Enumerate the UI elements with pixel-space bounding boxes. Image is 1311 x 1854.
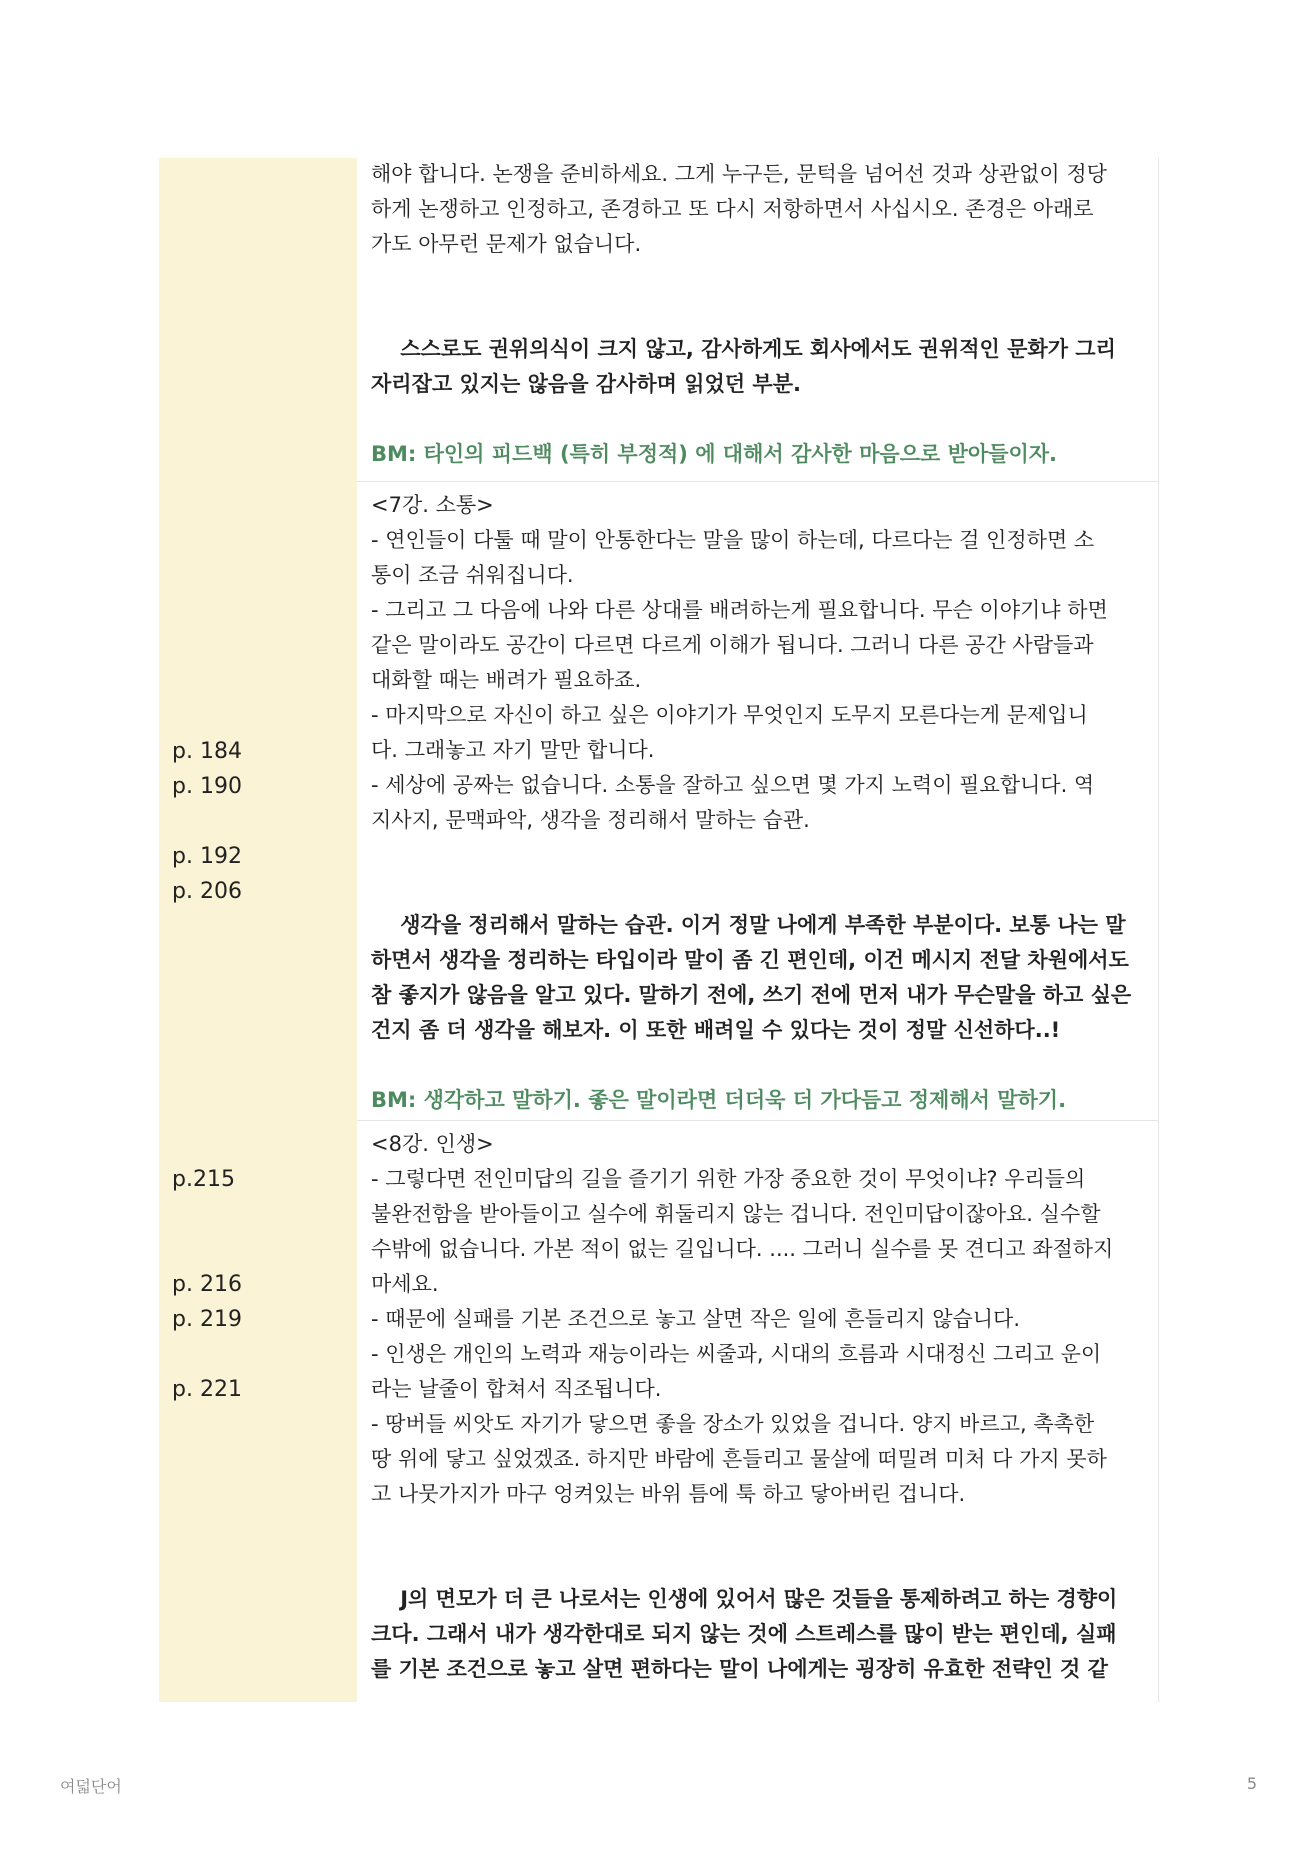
quote-line: 마세요. xyxy=(371,1272,439,1296)
quote-line: 수밖에 없습니다. 가본 적이 없는 길입니다. .... 그러니 실수를 못 견디고 좌절하지 xyxy=(371,1237,1114,1261)
page-ref xyxy=(172,1127,352,1162)
document-title-footer: 여덟단어 xyxy=(60,1777,122,1796)
reflection-line: 참 좋지가 않음을 알고 있다. 말하기 전에, 쓰기 전에 먼저 내가 무슨말을 하고 싶은 xyxy=(371,983,1132,1007)
page-ref: p. 221 xyxy=(172,1377,242,1402)
page-ref: p. 184 xyxy=(172,739,242,764)
reflection-line: J의 면모가 더 큰 나로서는 인생에 있어서 많은 것들을 통제하려고 하는 경향이 xyxy=(371,1587,1118,1611)
quote-line: 하게 논쟁하고 인정하고, 존경하고 또 다시 저항하면서 사십시오. 존경은 아래로 xyxy=(371,197,1094,221)
page-ref: p. 190 xyxy=(172,774,242,799)
page-ref xyxy=(172,1197,352,1232)
quote-line: 가도 아무런 문제가 없습니다. xyxy=(371,232,642,256)
row-divider xyxy=(357,1120,1158,1121)
quote-line: 지사지, 문맥파악, 생각을 정리해서 말하는 습관. xyxy=(371,808,810,832)
quote-line: - 인생은 개인의 노력과 재능이라는 씨줄과, 시대의 흐름과 시대정신 그리고 운이 xyxy=(371,1342,1102,1366)
quote-line: 대화할 때는 배려가 필요하죠. xyxy=(371,668,642,692)
quote-line: - 때문에 실패를 기본 조건으로 놓고 살면 작은 일에 흔들리지 않습니다. xyxy=(371,1307,1021,1331)
page-ref: p. 219 xyxy=(172,1307,242,1332)
reflection-line: 스스로도 권위의식이 크지 않고, 감사하게도 회사에서도 권위적인 문화가 그리 xyxy=(371,337,1116,361)
bm-takeaway: BM: 타인의 피드백 (특히 부정적) 에 대해서 감사한 마음으로 받아들이자. xyxy=(371,442,1057,466)
row-3-content xyxy=(371,1127,1161,1687)
quote-line: 다. 그래놓고 자기 말만 합니다. xyxy=(371,738,655,762)
row-1-content xyxy=(371,157,1161,472)
quote-line: 통이 조금 쉬워집니다. xyxy=(371,563,574,587)
page-ref xyxy=(172,804,352,839)
page-ref: p. 216 xyxy=(172,1272,242,1297)
quote-line: 불완전함을 받아들이고 실수에 휘둘리지 않는 겁니다. 전인미답이잖아요. 실수할 xyxy=(371,1202,1101,1226)
section-heading: <8강. 인생> xyxy=(371,1132,494,1156)
quote-line: - 그렇다면 전인미답의 길을 즐기기 위한 가장 중요한 것이 무엇이냐? 우리들의 xyxy=(371,1167,1086,1191)
quote-line: - 마지막으로 자신이 하고 싶은 이야기가 무엇인지 도무지 모른다는게 문제입니 xyxy=(371,703,1088,727)
reflection-line: 건지 좀 더 생각을 해보자. 이 또한 배려일 수 있다는 것이 정말 신선하다..! xyxy=(371,1018,1061,1042)
reflection-line: 자리잡고 있지는 않음을 감사하며 읽었던 부분. xyxy=(371,372,801,396)
row-3-page-refs xyxy=(172,1127,352,1407)
quote-line: - 그리고 그 다음에 나와 다른 상대를 배려하는게 필요합니다. 무슨 이야기냐 하면 xyxy=(371,598,1108,622)
quote-line: 같은 말이라도 공간이 다르면 다르게 이해가 됩니다. 그러니 다른 공간 사람들과 xyxy=(371,633,1094,657)
quote-line: - 세상에 공짜는 없습니다. 소통을 잘하고 싶으면 몇 가지 노력이 필요합니다. 역 xyxy=(371,773,1095,797)
page-ref xyxy=(172,1337,352,1372)
quote-line: - 연인들이 다툴 때 말이 안통한다는 말을 많이 하는데, 다르다는 걸 인정하면 소 xyxy=(371,528,1095,552)
quote-line: - 땅버들 씨앗도 자기가 닿으면 좋을 장소가 있었을 겁니다. 양지 바르고, 촉촉한 xyxy=(371,1412,1095,1436)
bm-takeaway: BM: 생각하고 말하기. 좋은 말이라면 더더욱 더 가다듬고 정제해서 말하기. xyxy=(371,1088,1067,1112)
quote-line: 해야 합니다. 논쟁을 준비하세요. 그게 누구든, 문턱을 넘어선 것과 상관없이 정당 xyxy=(371,162,1107,186)
page-ref xyxy=(172,1232,352,1267)
page-ref: p. 206 xyxy=(172,879,242,904)
reflection-line: 를 기본 조건으로 놓고 살면 편하다는 말이 나에게는 굉장히 유효한 전략인 것 같 xyxy=(371,1657,1108,1681)
page-reference-column xyxy=(159,158,357,1702)
quote-line: 땅 위에 닿고 싶었겠죠. 하지만 바람에 흔들리고 물살에 떠밀려 미처 다 가지 못하 xyxy=(371,1447,1107,1471)
page-number: 5 xyxy=(1246,1774,1257,1793)
quote-line: 고 나뭇가지가 마구 엉켜있는 바위 틈에 툭 하고 닿아버린 겁니다. xyxy=(371,1482,966,1506)
row-divider xyxy=(357,481,1158,482)
row-2-content xyxy=(371,488,1161,1118)
reflection-line: 크다. 그래서 내가 생각한대로 되지 않는 것에 스트레스를 많이 받는 편인데, 실패 xyxy=(371,1622,1117,1646)
page-ref: p.215 xyxy=(172,1167,235,1192)
reflection-line: 생각을 정리해서 말하는 습관. 이거 정말 나에게 부족한 부분이다. 보통 나는 말 xyxy=(371,913,1126,937)
reflection-line: 하면서 생각을 정리하는 타입이라 말이 좀 긴 편인데, 이건 메시지 전달 차원에서도 xyxy=(371,948,1129,972)
notes-table xyxy=(159,158,1159,1702)
page-ref: p. 192 xyxy=(172,844,242,869)
quote-line: 라는 날줄이 합쳐서 직조됩니다. xyxy=(371,1377,662,1401)
row-2-page-refs xyxy=(172,734,352,909)
section-heading: <7강. 소통> xyxy=(371,493,494,517)
